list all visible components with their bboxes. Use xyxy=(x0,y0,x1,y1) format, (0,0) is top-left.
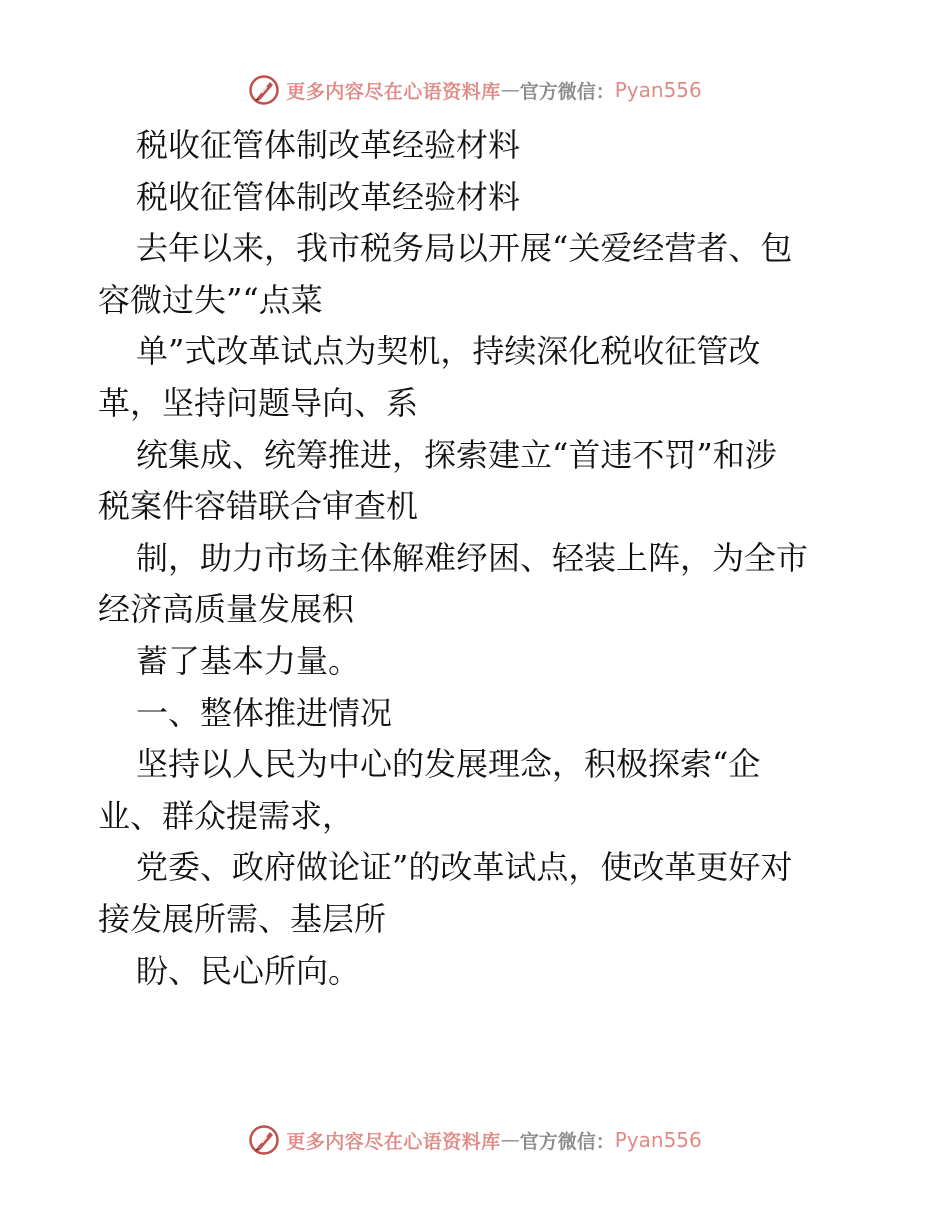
banner-main-text: 更多内容尽在心语资料库 xyxy=(286,1130,501,1153)
paragraph-line: 蓄了基本力量。 xyxy=(136,641,361,680)
watermark-banner-bottom xyxy=(0,1120,950,1160)
section-heading: 一、整体推进情况 xyxy=(136,693,393,732)
paragraph-line: 经济高质量发展积 xyxy=(98,590,355,629)
quill-pen-circle-icon xyxy=(248,74,280,106)
paragraph-line: 业、群众提需求， xyxy=(98,796,355,835)
banner-wechat-id: Pyan556 xyxy=(614,78,702,102)
paragraph-line: 单”式改革试点为契机，持续深化税收征管改 xyxy=(136,332,761,371)
banner-wechat-label: 官方微信： xyxy=(519,1130,615,1153)
banner-dash: — xyxy=(500,1129,520,1151)
banner-wechat-id: Pyan556 xyxy=(614,1128,702,1152)
doc-title-line: 税收征管体制改革经验材料 xyxy=(136,126,521,164)
paragraph-line: 接发展所需、基层所 xyxy=(98,899,387,938)
watermark-banner-top xyxy=(0,70,950,110)
document-body xyxy=(98,120,858,997)
paragraph-line: 党委、政府做论证”的改革试点，使改革更好对 xyxy=(136,848,793,887)
paragraph-line: 统集成、统筹推进，探索建立“首违不罚”和涉 xyxy=(136,435,777,474)
doc-title-line: 税收征管体制改革经验材料 xyxy=(136,177,521,216)
paragraph-line: 坚持以人民为中心的发展理念，积极探索“企 xyxy=(136,745,761,784)
paragraph-line: 革，坚持问题导向、系 xyxy=(98,383,419,422)
paragraph-line: 制，助力市场主体解难纾困、轻装上阵，为全市 xyxy=(136,538,809,577)
paragraph-line: 盼、民心所向。 xyxy=(136,951,361,990)
banner-main-text: 更多内容尽在心语资料库 xyxy=(286,80,501,103)
quill-pen-circle-icon xyxy=(248,1124,280,1156)
paragraph-line: 去年以来，我市税务局以开展“关爱经营者、包 xyxy=(136,229,793,268)
paragraph-line: 税案件容错联合审查机 xyxy=(98,487,419,526)
paragraph-line: 容微过失”“点菜 xyxy=(98,280,323,319)
banner-wechat-label: 官方微信： xyxy=(519,80,615,103)
banner-dash: — xyxy=(500,79,520,101)
